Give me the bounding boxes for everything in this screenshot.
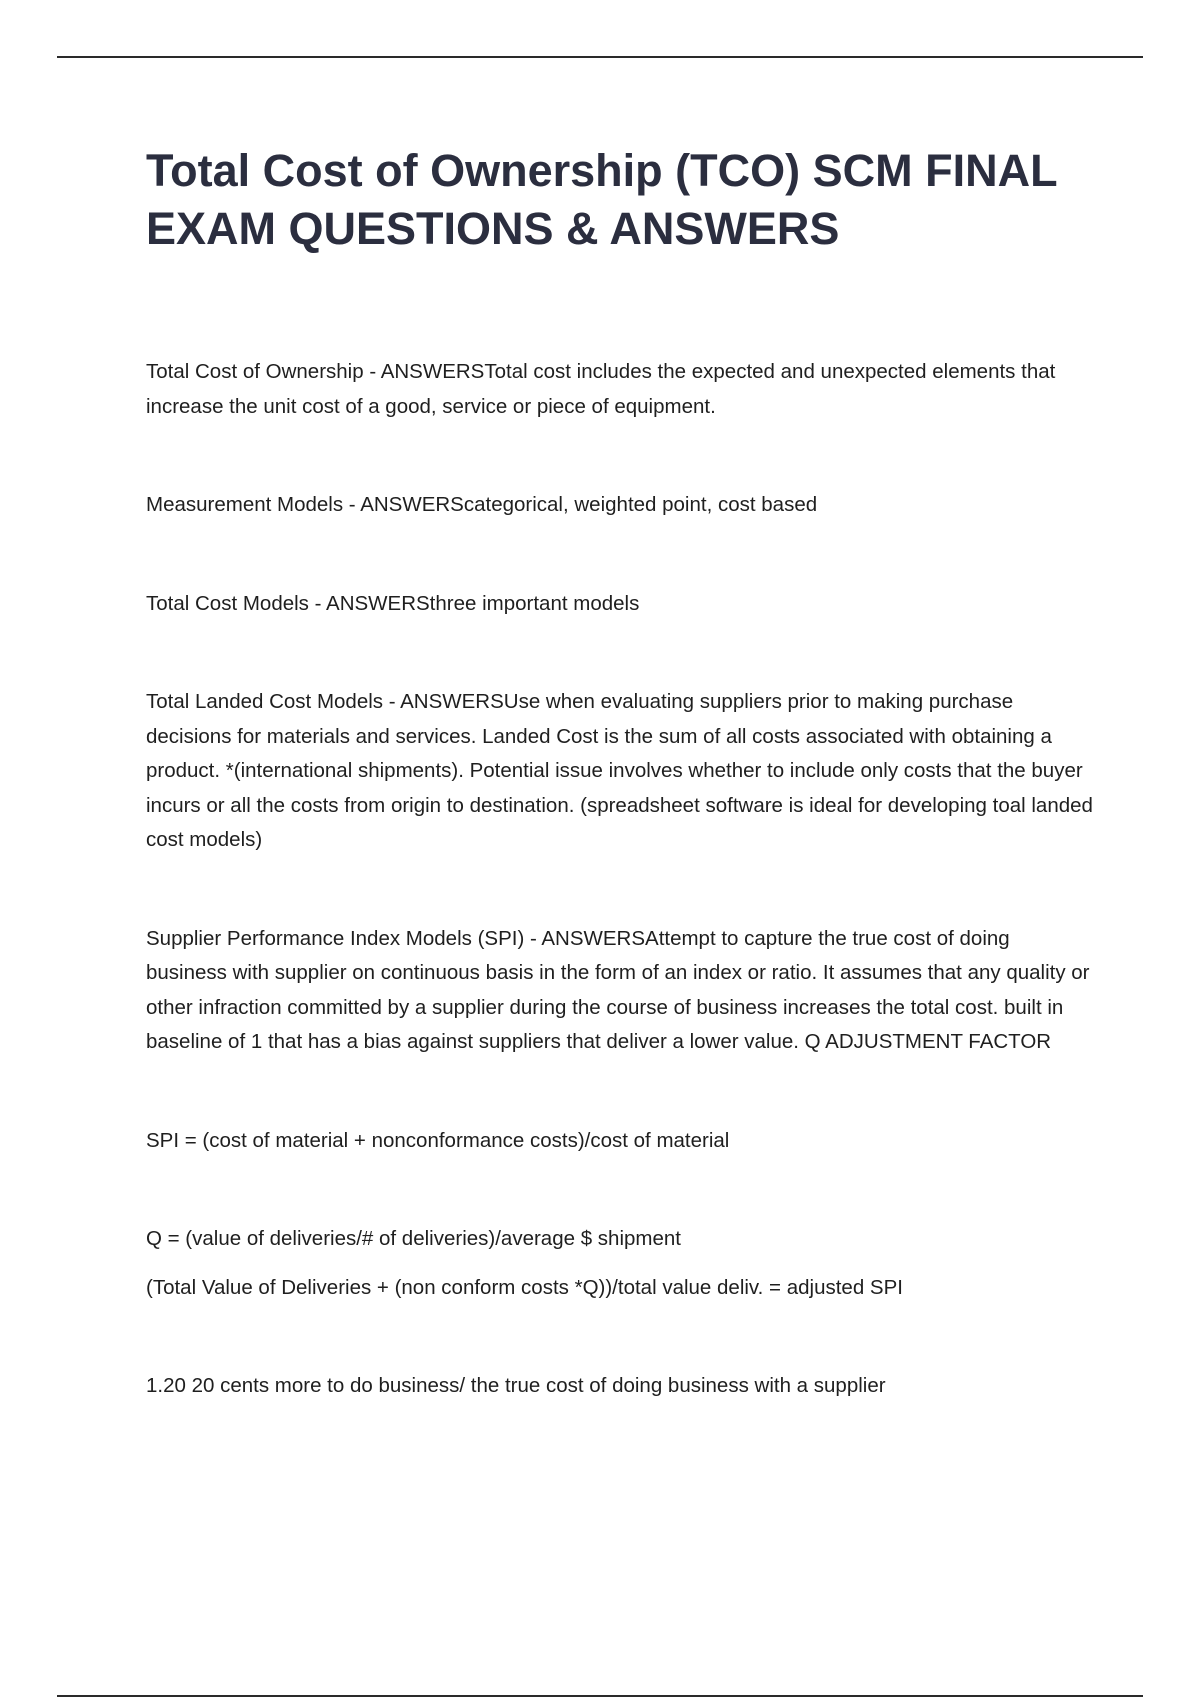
- paragraph-q-formula: Q = (value of deliveries/# of deliveries)/average $ shipment: [146, 1227, 681, 1250]
- paragraph-total-cost-models: Total Cost Models - ANSWERSthree important models: [146, 591, 640, 615]
- paragraph-total-cost-of-ownership: Total Cost of Ownership - ANSWERSTotal cost includes the expected and unexpected elements that increase the unit cost of a good, service or piece of equipment.: [146, 360, 1056, 418]
- paragraph-spi-formula: SPI = (cost of material + nonconformance costs)/cost of material: [146, 1128, 730, 1152]
- paragraph-total-landed-cost-models: Total Landed Cost Models - ANSWERSUse when evaluating suppliers prior to making purchase decisions for materials and services. Landed Cost is the sum of all costs associated with obtaining a product. *(international shipments). Potential issue involves whether to include only costs that the buyer incurs or all the costs from origin to destination. (spreadsheet software is ideal for developing toal landed cost models): [146, 690, 1093, 851]
- bottom-divider: [57, 1695, 1143, 1697]
- page-title: Total Cost of Ownership (TCO) SCM FINAL EXAM QUESTIONS & ANSWERS: [146, 145, 1057, 254]
- paragraph-measurement-models: Measurement Models - ANSWERScategorical, weighted point, cost based: [146, 493, 818, 516]
- paragraph-supplier-performance-index: Supplier Performance Index Models (SPI) - ANSWERSAttempt to capture the true cost of doing business with supplier on continuous basis in the form of an index or ratio. It assumes that any quality or other infraction committed by a supplier during the course of business increases the total cost. built in baseline of 1 that has a bias against suppliers that deliver a lower value. Q ADJUSTMENT FACTOR: [146, 926, 1090, 1053]
- document-body: [146, 355, 1096, 1404]
- top-divider: [57, 56, 1143, 58]
- paragraph-adjusted-spi-formula: (Total Value of Deliveries + (non conform costs *Q))/total value deliv. = adjusted SPI: [146, 1275, 903, 1299]
- paragraph-example-interpretation: 1.20 20 cents more to do business/ the true cost of doing business with a supplier: [146, 1374, 886, 1397]
